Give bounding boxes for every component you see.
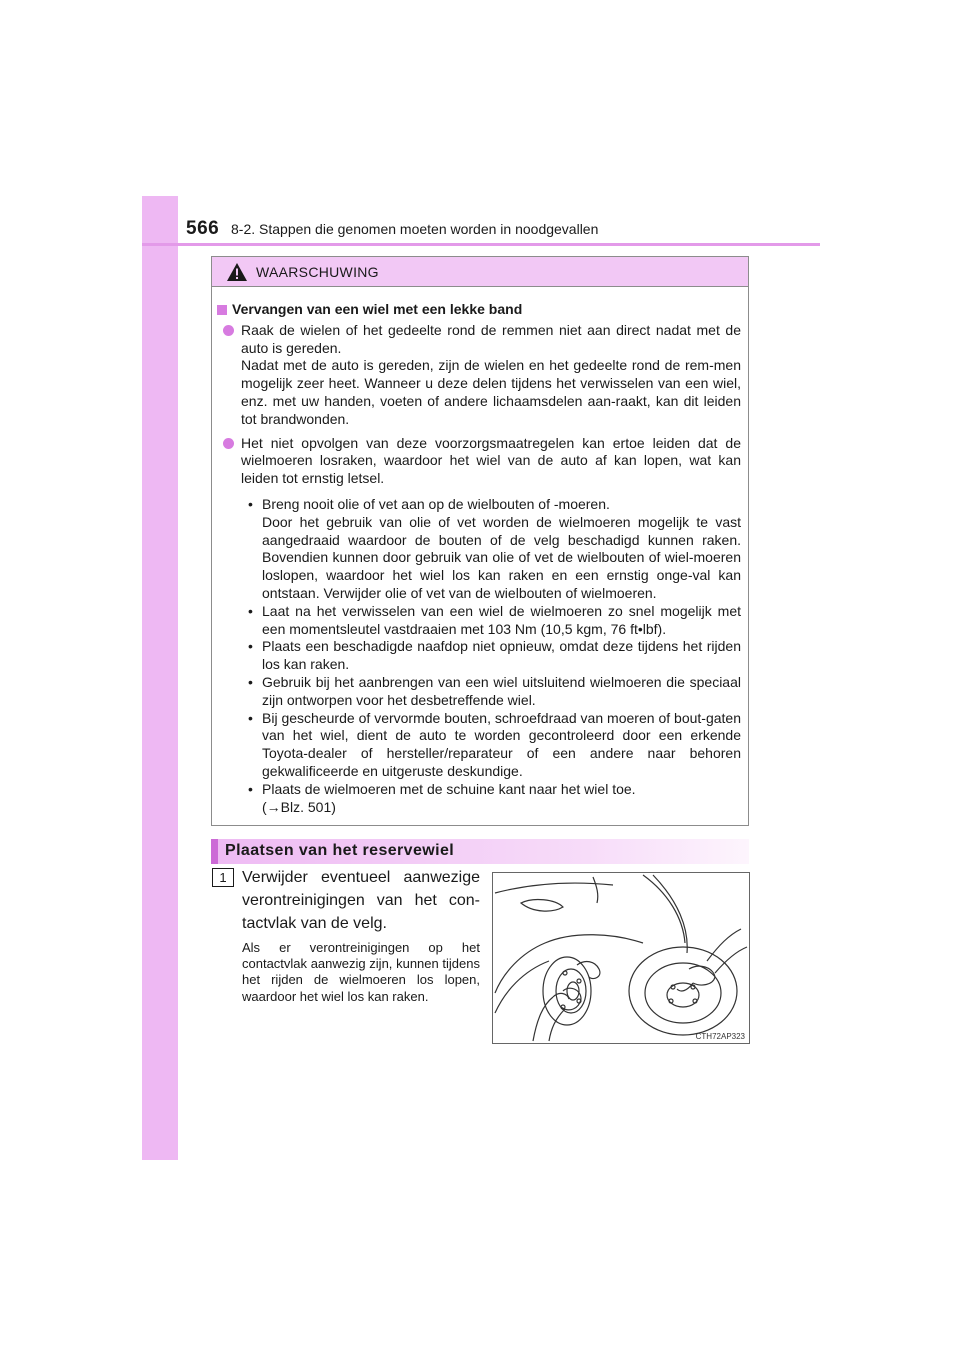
warning-box <box>211 256 749 826</box>
warning-body <box>212 287 748 816</box>
page-reference-link[interactable]: (→Blz. 501) <box>262 798 336 815</box>
step-instruction: Verwijder eventueel aanwezige verontreinigingen van het con-tactvlak van de velg. <box>242 869 480 932</box>
step-note: Als er verontreinigingen op het contactvlak aanwezig zijn, kunnen tijdens het rijden de wielmoeren los lopen, waardoor het wiel los kan raken. <box>242 940 480 1004</box>
wheel-cleaning-illustration <box>492 872 750 1044</box>
bullet-dot: • <box>248 495 253 512</box>
bullet-dot: • <box>248 673 253 690</box>
bullet-text: Laat na het verwisselen van een wiel de wielmoeren zo snel mogelijk met een momentsleutel vastdraaien met 103 Nm (10,5 kgm, 76 ft•lbf). <box>262 602 741 637</box>
bullet-dot: • <box>248 780 253 797</box>
warning-item-text: Het niet opvolgen van deze voorzorgsmaatregelen kan ertoe leiden dat de wielmoeren losraken, waardoor het wiel van de auto af kan lopen, wat kan leiden tot ernstig letsel. <box>241 434 741 487</box>
bullet-text: Bij gescheurde of vervormde bouten, schroefdraad van moeren of bout-gaten van het wiel, dient de auto te worden gecontroleerd door een erkende Toyota-dealer of hersteller/reparateur of een andere naar behoren gekwalificeerde en uitgeruste deskundige. <box>262 709 741 779</box>
heading-accent <box>211 839 218 864</box>
bullet-text: Breng nooit olie of vet aan op de wielbouten of -moeren. <box>262 495 610 512</box>
warning-item <box>221 435 741 488</box>
bullet-item <box>248 674 741 710</box>
figure-code: CTH72AP323 <box>695 1032 745 1041</box>
warning-item-text: Nadat met de auto is gereden, zijn de wielen en het gedeelte rond de rem-men mogelijk zeer heet. Wanneer u deze delen tijdens het verwisselen van een wiel, enz. met uw handen, voeten of andere lichaamsdelen aan-raakt, kan dit leiden tot brandwonden. <box>241 357 741 427</box>
bullet-dot: • <box>248 709 253 726</box>
warning-title: WAARSCHUWING <box>256 263 379 280</box>
circle-bullet-icon <box>223 438 234 449</box>
bullet-text: Door het gebruik van olie of vet worden de wielmoeren mogelijk te vast aangedraaid waardoor de bouten of de velg beschadigd kunnen raken. Bovendien kunnen door gebruik van olie of vet de wielbouten of wiel-moeren loslopen, waardoor het wiel los kan raken en een ernstig onge-val kan ontstaan. Verwijder olie of vet van de wielbouten of wielmoeren. <box>262 513 741 601</box>
section-title: 8-2. Stappen die genomen moeten worden in noodgevallen <box>231 221 599 237</box>
side-strip <box>142 196 178 1160</box>
bullet-dot: • <box>248 638 253 655</box>
wheel-cleaning-drawing <box>493 873 749 1043</box>
section-heading: Plaatsen van het reservewiel <box>225 842 455 859</box>
bullet-dot: • <box>248 602 253 619</box>
warning-item-text: Raak de wielen of het gedeelte rond de remmen niet aan direct nadat met de auto is gereden. <box>241 321 741 356</box>
bullet-item <box>248 638 741 674</box>
bullet-item <box>248 710 741 781</box>
warning-item <box>221 322 741 429</box>
bullet-text: Plaats een beschadigde naafdop niet opnieuw, omdat deze tijdens het rijden los kan raken. <box>262 638 741 673</box>
warning-subheading <box>217 301 741 319</box>
square-bullet-icon <box>217 305 227 315</box>
circle-bullet-icon <box>223 325 234 336</box>
page-number: 566 <box>186 218 220 239</box>
bullet-item <box>248 781 741 817</box>
warning-subheading-text: Vervangen van een wiel met een lekke band <box>232 301 523 317</box>
bullet-item <box>248 496 741 603</box>
bullet-text: Gebruik bij het aanbrengen van een wiel uitsluitend wielmoeren die speciaal zijn ontworpen voor het desbetreffende wiel. <box>262 673 741 708</box>
header-rule <box>142 243 820 246</box>
bullet-text: Plaats de wielmoeren met de schuine kant naar het wiel toe. <box>262 780 636 797</box>
bullet-item <box>248 603 741 639</box>
warning-header <box>212 257 748 287</box>
bullet-list <box>248 496 741 816</box>
step-number-badge: 1 <box>212 868 234 887</box>
section-heading-bar <box>211 839 749 864</box>
warning-triangle-icon <box>226 262 248 282</box>
